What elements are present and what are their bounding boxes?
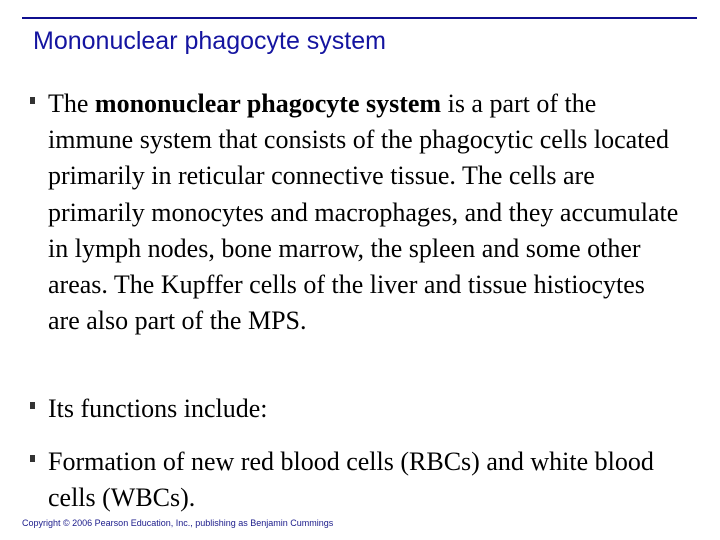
bullet-text: The mononuclear phagocyte system is a part of the immune system that consists of the phagocytic cells located primarily in reticular connective tissue. The cells are primarily monocytes and macrophages, and they accumulate in lymph nodes, bone marrow, the spleen and some other areas. The Kupffer cells of the liver and tissue histiocytes are also part of the MPS. <box>48 89 679 336</box>
bullet-item-definition <box>30 86 680 339</box>
bullet-text: Formation of new red blood cells (RBCs) and white blood cells (WBCs). <box>48 447 654 513</box>
bullet-text: Its functions include: <box>48 394 268 423</box>
bullet-item-functions <box>30 391 680 427</box>
slide-title: Mononuclear phagocyte system <box>33 27 386 55</box>
square-bullet-icon <box>30 97 35 104</box>
copyright-footer: Copyright © 2006 Pearson Education, Inc., publishing as Benjamin Cummings <box>22 518 334 528</box>
bullet-item-formation <box>30 444 680 516</box>
bold-term: mononuclear phagocyte system <box>94 89 442 118</box>
square-bullet-icon <box>30 402 35 409</box>
square-bullet-icon <box>30 455 35 462</box>
